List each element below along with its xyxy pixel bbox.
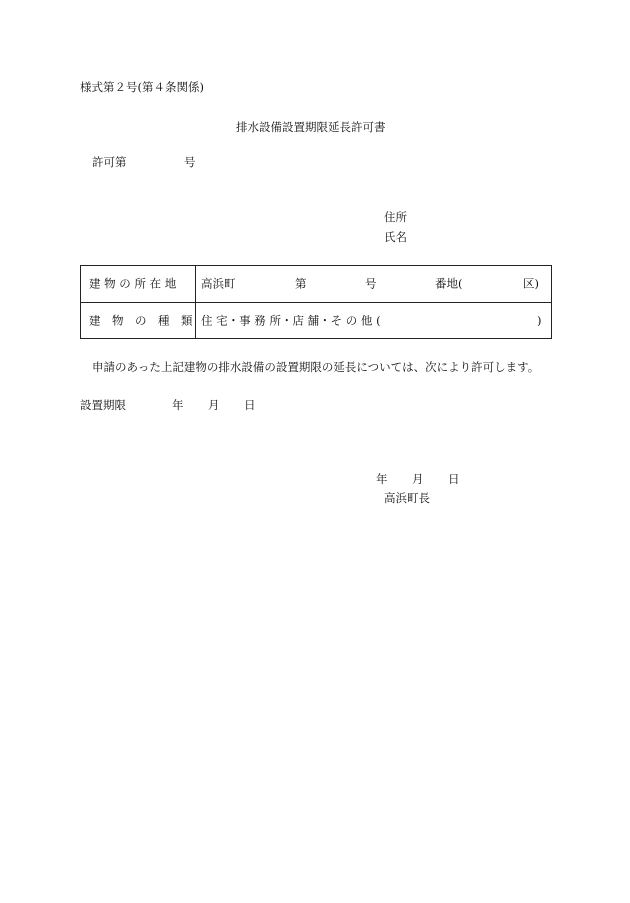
location-banchi: 番地(: [435, 276, 463, 291]
deadline-year: 年: [172, 398, 184, 412]
type-options: 住 宅・事 務 所・店 舗・そ の 他 (: [201, 312, 381, 327]
issue-day: 日: [448, 472, 460, 486]
deadline-day: 日: [244, 398, 256, 412]
location-town: 高浜町: [201, 276, 236, 291]
permit-number-suffix: 号: [184, 155, 196, 169]
name-label: 氏名: [384, 230, 407, 244]
table-row-type: [81, 303, 551, 338]
table-row-location: [81, 266, 551, 303]
type-label: 建 物 の 種 類: [89, 312, 193, 327]
deadline-month: 月: [208, 398, 220, 412]
issue-year: 年: [376, 472, 388, 486]
address-label: 住所: [384, 210, 407, 224]
location-ku: 区): [523, 276, 539, 291]
location-go: 号: [365, 276, 377, 291]
form-number: 様式第２号(第４条関係): [80, 80, 204, 94]
type-close: ): [537, 312, 542, 327]
deadline-label: 設置期限: [80, 398, 126, 412]
location-label: 建 物 の 所 在 地: [89, 276, 177, 291]
permit-number-prefix: 許可第: [92, 155, 127, 169]
document-title: 排水設備設置期限延長許可書: [236, 120, 386, 134]
issue-month: 月: [412, 472, 424, 486]
location-dai: 第: [295, 276, 307, 291]
issuer-name: 高浜町長: [384, 491, 430, 505]
building-info-table: [80, 265, 552, 339]
body-text: 申請のあった上記建物の排水設備の設置期限の延長については、次により許可します。: [92, 360, 540, 374]
